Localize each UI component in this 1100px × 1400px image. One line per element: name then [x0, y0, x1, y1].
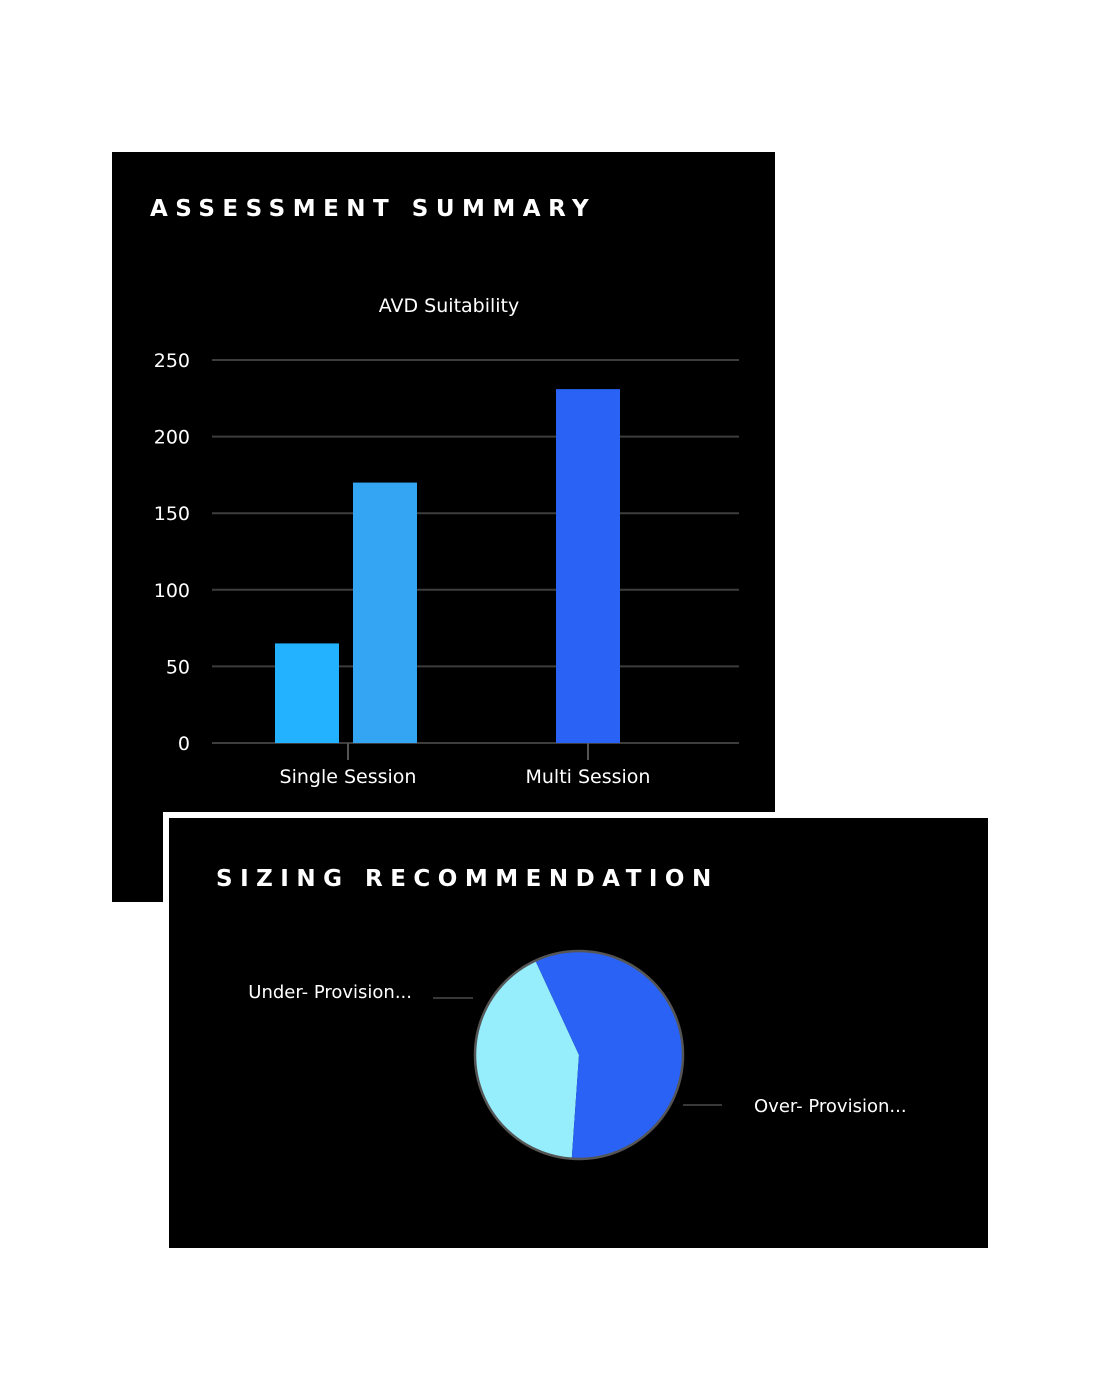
y-tick-label: 100 [153, 579, 190, 602]
sizing-recommendation-panel [163, 812, 988, 1248]
y-tick-label: 150 [153, 503, 190, 526]
pie-label-under-provision: Under- Provision... [248, 982, 412, 1003]
assessment-summary-panel [112, 152, 775, 902]
y-tick-label: 50 [165, 656, 190, 679]
bar-multi-session [556, 389, 620, 743]
x-tick-label: Multi Session [525, 766, 651, 788]
y-tick-label: 250 [153, 350, 190, 372]
x-tick-label: Single Session [279, 766, 417, 788]
pie-label-over-provision: Over- Provision... [754, 1096, 907, 1117]
avd-suitability-chart [112, 152, 775, 812]
bar-single-session-b [353, 483, 417, 743]
chart-title: AVD Suitability [378, 295, 520, 317]
bar-single-session-a [275, 643, 339, 743]
sizing-recommendation-title: SIZING RECOMMENDATION [216, 866, 719, 892]
y-tick-label: 200 [153, 426, 190, 449]
sizing-pie-chart [169, 818, 988, 1248]
y-tick-label: 0 [177, 733, 190, 755]
assessment-summary-title: ASSESSMENT SUMMARY [150, 196, 597, 222]
